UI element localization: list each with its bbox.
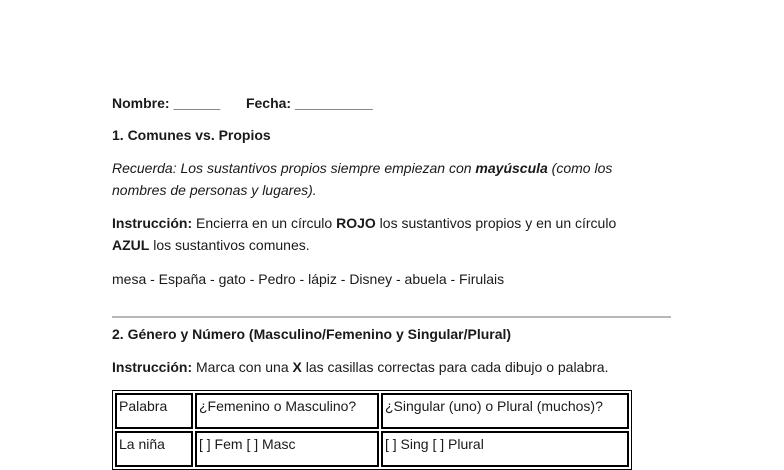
table-row	[115, 431, 629, 467]
nombre-blank: ______	[173, 95, 221, 111]
instruction2-x: X	[292, 359, 302, 375]
word-list: mesa - España - gato - Pedro - lápiz - Disney - abuela - Firulais	[112, 271, 505, 287]
table-header-cell: ¿Femenino o Masculino?	[195, 393, 379, 429]
fecha-blank: __________	[294, 95, 373, 111]
section2-title: 2. Género y Número (Masculino/Femenino y Singular/Plural)	[112, 326, 512, 342]
section-divider	[112, 316, 671, 318]
table-cell[interactable]: [ ] Fem [ ] Masc	[195, 431, 379, 467]
section1-instruction-line2	[112, 234, 310, 256]
section1-instruction-line1	[112, 212, 616, 234]
instruction-text-3: los sustantivos comunes.	[149, 237, 310, 253]
reminder-text-end: (como los	[547, 160, 613, 176]
instruction-azul: AZUL	[112, 237, 150, 253]
instruction-label-2: Instrucción:	[112, 359, 193, 375]
table-header-cell: ¿Singular (uno) o Plural (muchos)?	[381, 393, 629, 429]
table-header-row	[115, 393, 629, 429]
instruction2-text: Marca con una	[192, 359, 293, 375]
section1-title: 1. Comunes vs. Propios	[112, 127, 271, 143]
fecha-label: Fecha:	[245, 95, 292, 111]
section1-reminder-line2: nombres de personas y lugares).	[112, 182, 317, 198]
table-cell[interactable]: [ ] Sing [ ] Plural	[381, 431, 629, 467]
instruction-text: Encierra en un círculo	[192, 215, 337, 231]
instruction-rojo: ROJO	[336, 215, 376, 231]
instruction2-text-2: las casillas correctas para cada dibujo o palabra.	[301, 359, 609, 375]
reminder-text: Recuerda: Los sustantivos propios siempre empiezan con	[112, 160, 476, 176]
section1-reminder-line1	[112, 157, 612, 179]
nombre-label: Nombre:	[112, 95, 170, 111]
instruction-label: Instrucción:	[112, 215, 193, 231]
instruction-text-2: los sustantivos propios y en un círculo	[375, 215, 617, 231]
gender-number-table	[112, 390, 632, 470]
reminder-bold: mayúscula	[475, 160, 548, 176]
header-line	[112, 92, 373, 114]
section2-instruction	[112, 356, 608, 378]
table-cell: La niña	[115, 431, 193, 467]
table-header-cell: Palabra	[115, 393, 193, 429]
